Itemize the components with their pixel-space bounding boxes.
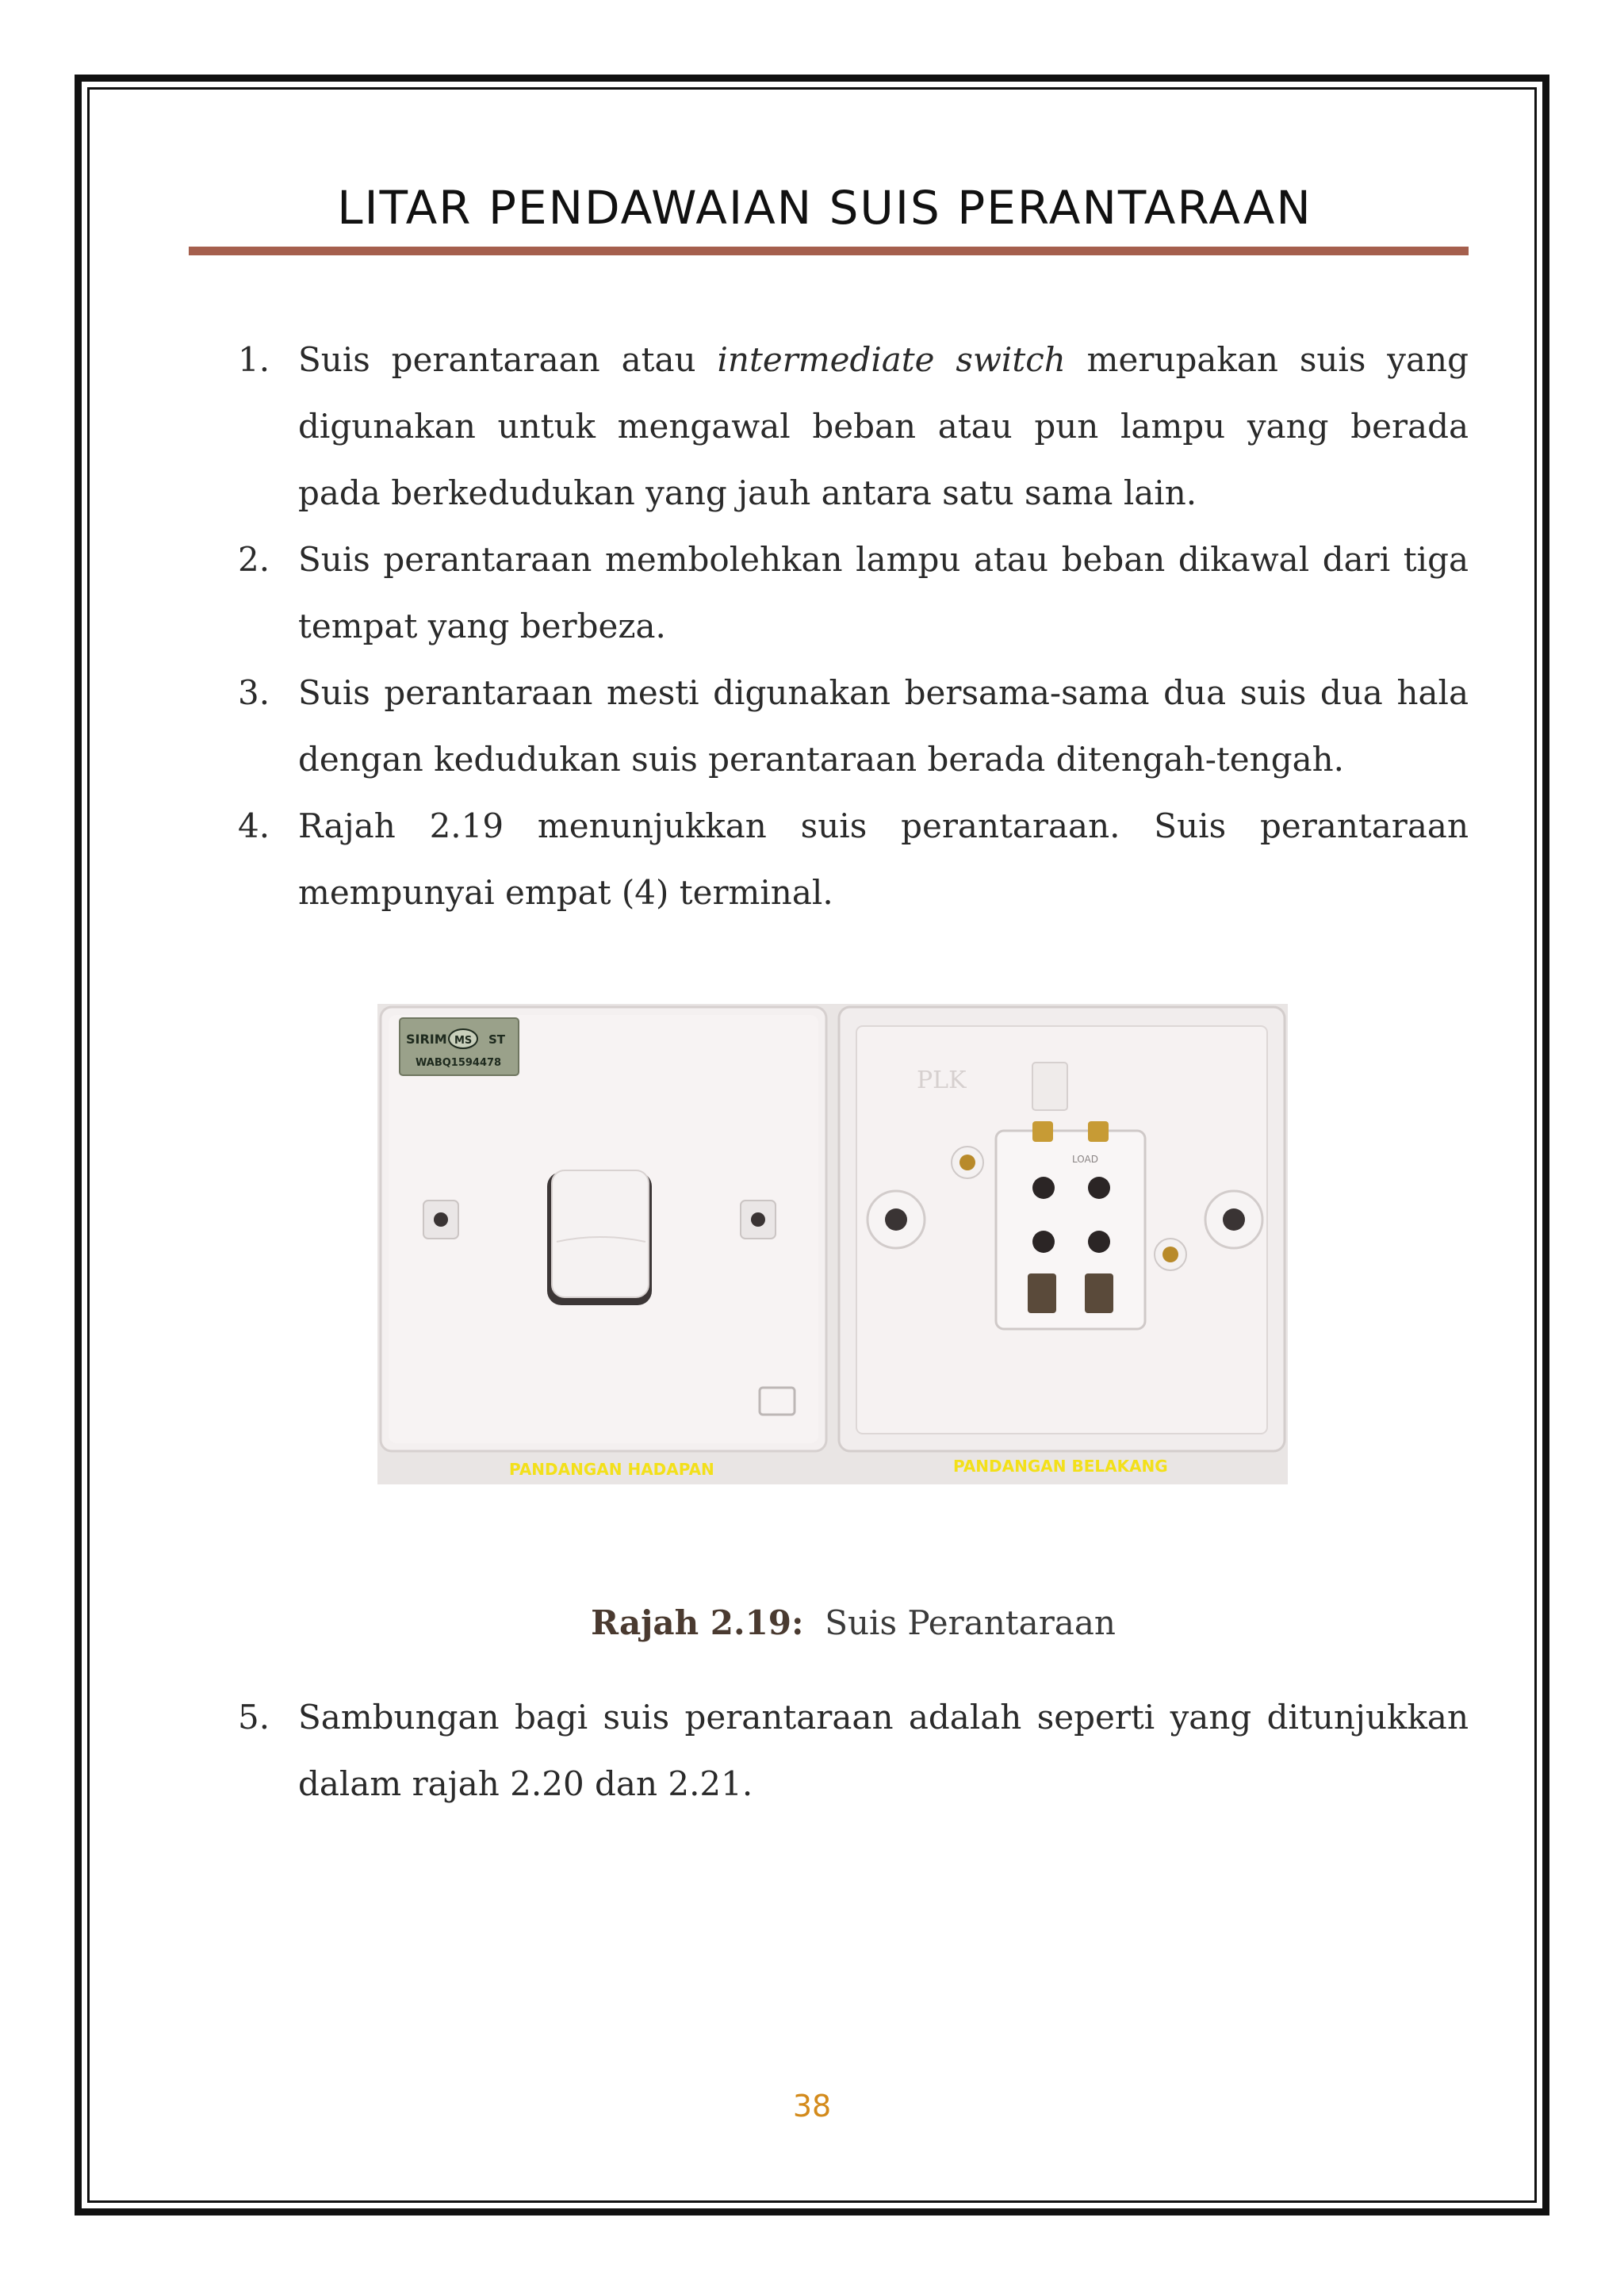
item-text-end: merupakan suis yang digunakan untuk mengawal beban atau pun lampu yang berada pada berkedudukan yang jauh antara satu sama lain. — [298, 340, 1469, 512]
numbered-list — [238, 327, 1469, 926]
sticker-sirim-text: SIRIM — [406, 1032, 447, 1047]
back-brand-text: PLK — [917, 1067, 967, 1094]
page-title: LITAR PENDAWAIAN SUIS PERANTARAAN — [337, 181, 1312, 235]
item-text: Suis perantaraan mesti digunakan bersama-sama dua suis dua hala dengan kedudukan suis perantaraan berada ditengah-tengah. — [298, 673, 1469, 779]
caption-label: Rajah 2.19: — [591, 1603, 804, 1642]
list-item-4 — [238, 793, 1469, 926]
figure-caption — [238, 1603, 1469, 1642]
sticker-st-text: ST — [488, 1032, 506, 1047]
numbered-list-continued — [238, 1684, 1469, 1817]
caption-text: Suis Perantaraan — [825, 1603, 1116, 1642]
item-text-start: Suis perantaraan atau — [298, 340, 718, 379]
item-text: Rajah 2.19 menunjukkan suis perantaraan. Suis perantaraan mempunyai empat (4) terminal. — [298, 806, 1469, 912]
switch-photo — [377, 1004, 1288, 1484]
back-view — [839, 1007, 1285, 1451]
list-number: 1. — [238, 340, 270, 379]
item-italic-term: intermediate switch — [717, 340, 1066, 379]
page-number: 38 — [792, 2089, 832, 2124]
list-item-1 — [238, 327, 1469, 527]
figure-label-back: PANDANGAN BELAKANG — [953, 1457, 1168, 1476]
list-number: 4. — [238, 806, 270, 845]
sirim-sticker — [400, 1018, 519, 1075]
front-view — [381, 1007, 826, 1451]
list-item-5 — [238, 1684, 1469, 1817]
title-underline — [189, 247, 1469, 255]
list-item-2 — [238, 527, 1469, 660]
list-number: 3. — [238, 673, 270, 712]
sticker-ms-mark: MS — [454, 1035, 473, 1047]
sticker-code: WABQ1594478 — [416, 1057, 502, 1069]
item-text: Suis perantaraan membolehkan lampu atau beban dikawal dari tiga tempat yang berbeza. — [298, 540, 1469, 645]
item-text: Sambungan bagi suis perantaraan adalah seperti yang ditunjukkan dalam rajah 2.20 dan 2.21. — [298, 1698, 1469, 1803]
list-number: 2. — [238, 540, 270, 579]
list-item-3 — [238, 660, 1469, 793]
back-load-label: LOAD — [1072, 1154, 1098, 1165]
figure-label-front: PANDANGAN HADAPAN — [509, 1460, 714, 1479]
list-number: 5. — [238, 1698, 270, 1737]
